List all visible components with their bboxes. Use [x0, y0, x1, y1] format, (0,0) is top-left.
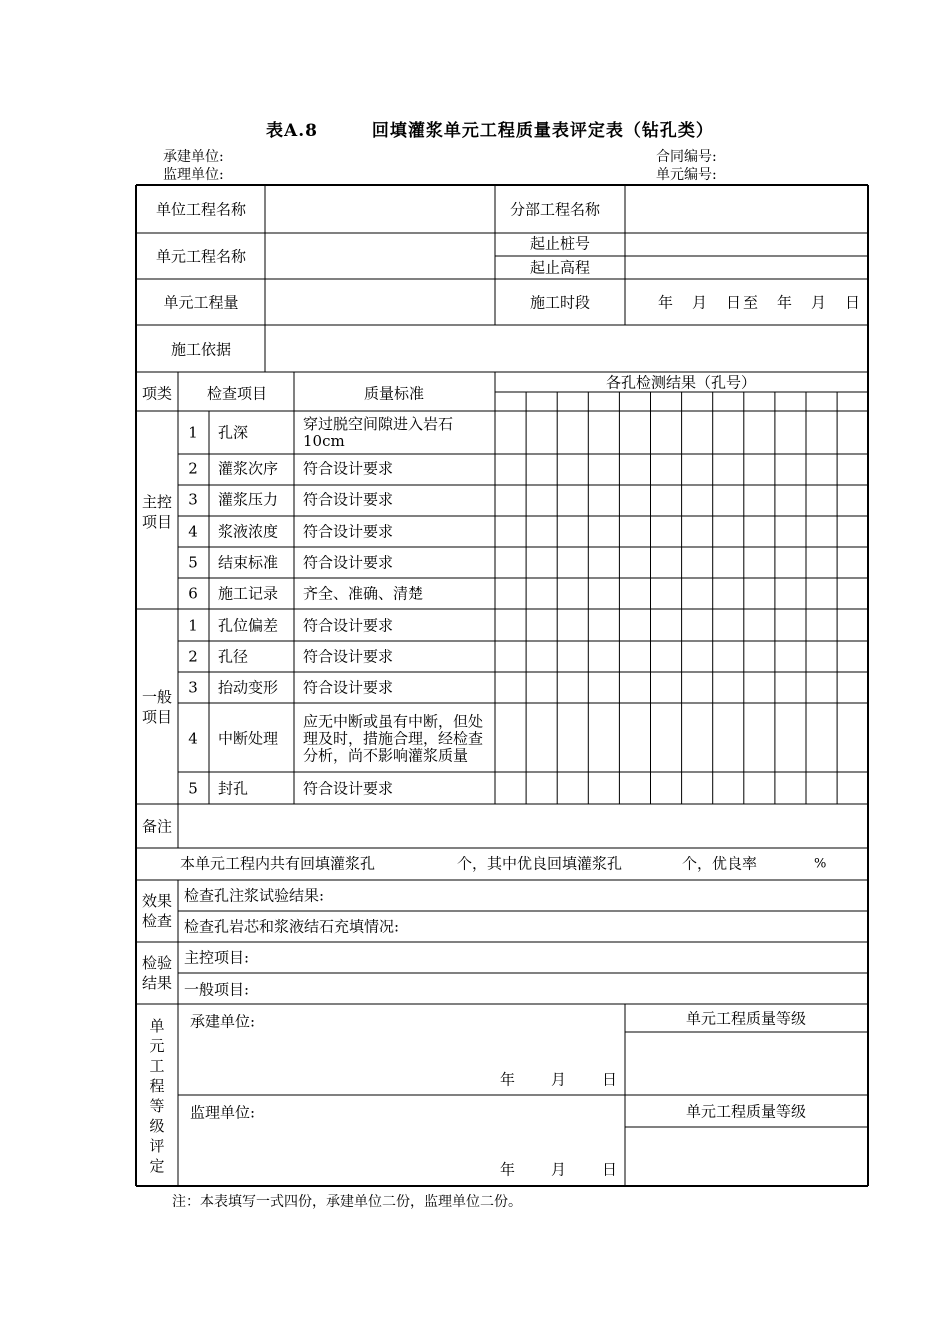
main-control-label: 主控项目	[141, 493, 172, 531]
summary-percent: %	[814, 856, 827, 872]
general-item-name: 孔位偏差	[218, 616, 279, 635]
check-item-header: 检查项目	[206, 384, 268, 403]
category-header: 项类	[141, 384, 173, 403]
main-item-standard: 符合设计要求	[303, 490, 394, 509]
remarks-field[interactable]	[180, 805, 866, 848]
main-item-name: 浆液浓度	[218, 522, 279, 541]
general-item-name: 孔径	[218, 647, 249, 666]
footnote: 注：本表填写一式四份，承建单位二份，监理单位二份。	[172, 1194, 522, 1210]
main-item-name: 孔深	[218, 423, 249, 442]
general-item-number: 1	[188, 616, 198, 635]
grade-contractor-label: 承建单位:	[190, 1012, 256, 1031]
supervisor-label: 监理单位:	[163, 167, 224, 183]
supervisor-quality-grade-label: 单元工程质量等级	[685, 1102, 807, 1121]
main-item-name: 施工记录	[218, 584, 279, 603]
summary-part3: 个，优良率	[682, 854, 758, 873]
contractor-quality-grade-label: 单元工程质量等级	[685, 1009, 807, 1028]
general-item-standard: 符合设计要求	[303, 678, 394, 697]
effect-check-line2: 检查孔岩芯和浆液结石充填情况:	[184, 917, 400, 936]
construction-period-value: 年 月 日至 年 月 日	[657, 293, 863, 312]
grade-supervisor-label: 监理单位:	[190, 1103, 256, 1122]
main-item-name: 灌浆压力	[218, 490, 279, 509]
summary-part1: 本单元工程内共有回填灌浆孔	[180, 854, 376, 873]
grade-supervisor-date: 年 月 日	[500, 1160, 620, 1179]
general-item-standard: 符合设计要求	[303, 647, 394, 666]
stake-range-label: 起止桩号	[529, 234, 591, 253]
general-item-name: 抬动变形	[218, 678, 279, 697]
main-item-standard: 符合设计要求	[303, 553, 394, 572]
remarks-label: 备注	[141, 817, 173, 836]
division-project-name-field[interactable]	[626, 188, 866, 232]
summary-part2: 个，其中优良回填灌浆孔	[457, 854, 623, 873]
general-item-name: 中断处理	[218, 729, 279, 748]
general-label: 一般项目	[141, 688, 172, 726]
construction-basis-label: 施工依据	[170, 340, 232, 359]
general-item-standard: 符合设计要求	[303, 779, 394, 798]
general-item-standard: 符合设计要求	[303, 616, 394, 635]
unit-project-name-label: 单位工程名称	[155, 200, 247, 219]
construction-period-label: 施工时段	[529, 293, 591, 312]
unit-project-name-field[interactable]	[266, 188, 494, 232]
main-item-number: 6	[188, 584, 198, 603]
main-item-number: 1	[188, 423, 198, 442]
quality-standard-header: 质量标准	[363, 384, 425, 403]
effect-check-label: 效果检查	[141, 892, 172, 930]
contract-number-label: 合同编号:	[656, 149, 717, 165]
division-project-name-label: 分部工程名称	[509, 200, 601, 219]
main-item-standard: 符合设计要求	[303, 459, 394, 478]
main-item-standard: 符合设计要求	[303, 522, 394, 541]
hole-results-header: 各孔检测结果（孔号）	[605, 373, 757, 392]
general-item-number: 5	[188, 779, 198, 798]
general-item-standard: 应无中断或虽有中断，但处理及时，措施合理，经检查分析，尚不影响灌浆质量	[303, 712, 484, 765]
unit-number-label: 单元编号:	[656, 167, 717, 183]
page-title: 表A.8 回填灌浆单元工程质量表评定表（钻孔类）	[266, 121, 714, 141]
elevation-range-label: 起止高程	[529, 258, 591, 277]
general-item-number: 3	[188, 678, 198, 697]
main-item-number: 4	[188, 522, 198, 541]
general-item-number: 2	[188, 647, 198, 666]
effect-check-line1: 检查孔注浆试验结果:	[184, 886, 325, 905]
inspection-main-label: 主控项目:	[184, 948, 250, 967]
main-item-number: 2	[188, 459, 198, 478]
grade-eval-label: 单元工程等级评定	[149, 1017, 165, 1175]
inspection-result-label: 检验结果	[141, 954, 172, 992]
general-item-number: 4	[188, 729, 198, 748]
main-item-number: 5	[188, 553, 198, 572]
main-item-name: 灌浆次序	[218, 459, 279, 478]
contractor-label: 承建单位:	[163, 149, 224, 165]
main-item-name: 结束标准	[218, 553, 279, 572]
element-quantity-label: 单元工程量	[163, 293, 239, 312]
inspection-general-label: 一般项目:	[184, 980, 250, 999]
element-project-name-label: 单元工程名称	[155, 247, 247, 266]
main-item-number: 3	[188, 490, 198, 509]
general-item-name: 封孔	[218, 779, 249, 798]
grade-contractor-date: 年 月 日	[500, 1070, 620, 1089]
main-item-standard: 穿过脱空间隙进入岩石10cm	[303, 415, 454, 450]
main-item-standard: 齐全、准确、清楚	[303, 584, 424, 603]
